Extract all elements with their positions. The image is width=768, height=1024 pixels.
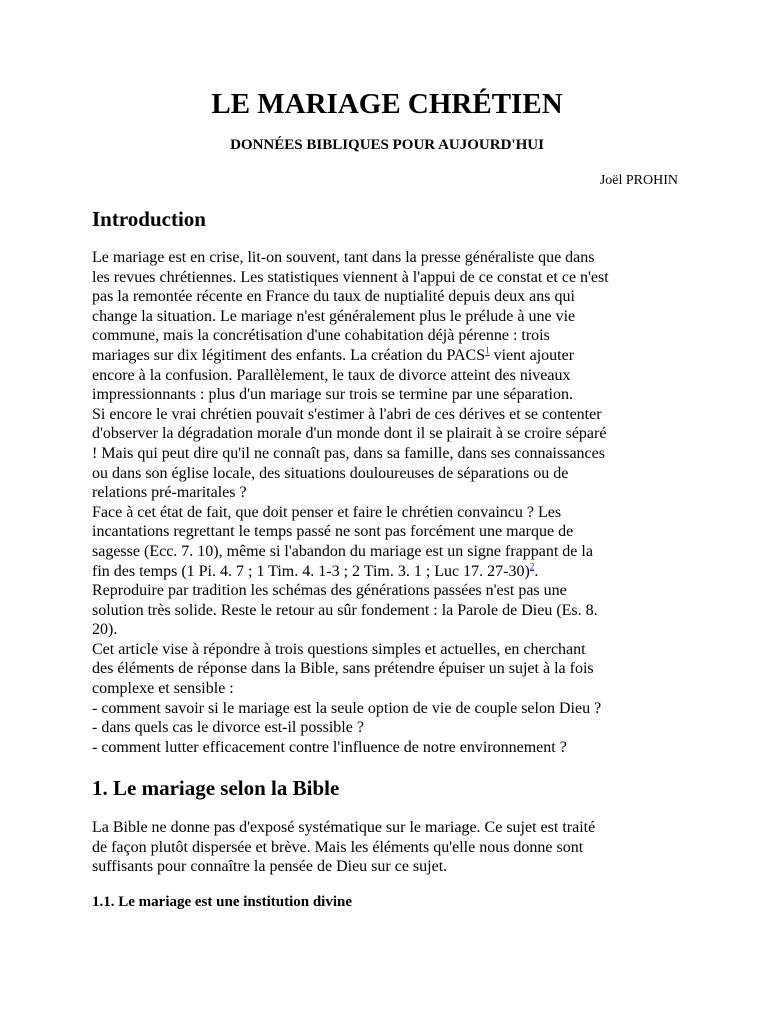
text-line: relations pré-maritales ? — [92, 484, 247, 502]
text-line: les revues chrétiennes. Les statistiques viennent à l'appui de ce constat et ce n'est — [92, 268, 609, 286]
text-line: ! Mais qui peut dire qu'il ne connaît pas, dans sa famille, dans ses connaissances — [92, 444, 605, 462]
text-line: - dans quels cas le divorce est-il possible ? — [92, 719, 364, 737]
text-line: incantations regrettant le temps passé ne sont pas forcément une marque de — [92, 523, 574, 541]
section-1-heading: 1. Le mariage selon la Bible — [92, 776, 340, 800]
text-line: d'observer la dégradation morale d'un monde dont il se plairait à se croire séparé — [92, 425, 607, 443]
text-line: suffisants pour connaître la pensée de Dieu sur ce sujet. — [92, 858, 448, 876]
text-line: Le mariage est en crise, lit-on souvent, tant dans la presse généraliste que dans — [92, 249, 595, 266]
text-line: ou dans son église locale, des situations douloureuses de séparations ou de — [92, 464, 569, 482]
text-segment: vient ajouter — [489, 346, 575, 364]
document-title: LE MARIAGE CHRÉTIEN — [211, 88, 563, 120]
text-line: pas la remontée récente en France du taux de nuptialité depuis deux ans qui — [92, 288, 575, 306]
text-line: impressionnants : plus d'un mariage sur trois se termine par une séparation. — [92, 386, 573, 404]
text-line: 20). — [92, 621, 118, 639]
author-name: Joël PROHIN — [599, 173, 678, 188]
text-line — [92, 562, 692, 582]
text-line: des éléments de réponse dans la Bible, sans prétendre épuiser un sujet à la fois — [92, 660, 594, 678]
text-line: - comment savoir si le mariage est la seule option de vie de couple selon Dieu ? — [92, 699, 602, 717]
text-line — [92, 346, 692, 366]
intro-heading: Introduction — [92, 207, 206, 231]
footnote-link-1[interactable]: 1 — [485, 345, 490, 356]
section-1-1-heading: 1.1. Le mariage est une institution divine — [92, 894, 353, 910]
text-line: Si encore le vrai chrétien pouvait s'estimer à l'abri de ces dérives et se contenter — [92, 405, 602, 423]
text-line: commune, mais la concrétisation d'une cohabitation déjà pérenne : trois — [92, 327, 550, 345]
text-segment: fin des temps (1 Pi. 4. 7 ; 1 Tim. 4. 1-3 ; 2 Tim. 3. 1 ; Luc 17. 27-30) — [92, 562, 530, 580]
section-1-paragraph — [92, 818, 692, 877]
text-line: Face à cet état de fait, que doit penser et faire le chrétien convaincu ? Les — [92, 503, 562, 521]
text-line: - comment lutter efficacement contre l'influence de notre environnement ? — [92, 738, 567, 756]
text-line: solution très solide. Reste le retour au sûr fondement : la Parole de Dieu (Es. 8. — [92, 601, 598, 619]
text-segment: mariages sur dix légitiment des enfants. La création du PACS — [92, 346, 486, 364]
text-line: complexe et sensible : — [92, 680, 234, 698]
text-segment: . — [534, 562, 539, 580]
intro-paragraph — [92, 248, 692, 757]
text-line: Reproduire par tradition les schémas des générations passées n'est pas une — [92, 582, 567, 600]
text-line: La Bible ne donne pas d'exposé systématique sur le mariage. Ce sujet est traité — [92, 819, 596, 836]
text-line: encore à la confusion. Parallèlement, le taux de divorce atteint des niveaux — [92, 366, 571, 384]
footnote-link-2[interactable]: 2 — [529, 561, 535, 572]
document-subtitle: DONNÉES BIBLIQUES POUR AUJOURD'HUI — [230, 137, 544, 153]
text-line: sagesse (Ecc. 7. 10), même si l'abandon du mariage est un signe frappant de la — [92, 542, 593, 560]
text-line: change la situation. Le mariage n'est généralement plus le prélude à une vie — [92, 307, 576, 325]
text-line: de façon plutôt dispersée et brève. Mais les éléments qu'elle nous donne sont — [92, 838, 584, 856]
text-line: Cet article vise à répondre à trois questions simples et actuelles, en cherchant — [92, 640, 586, 658]
